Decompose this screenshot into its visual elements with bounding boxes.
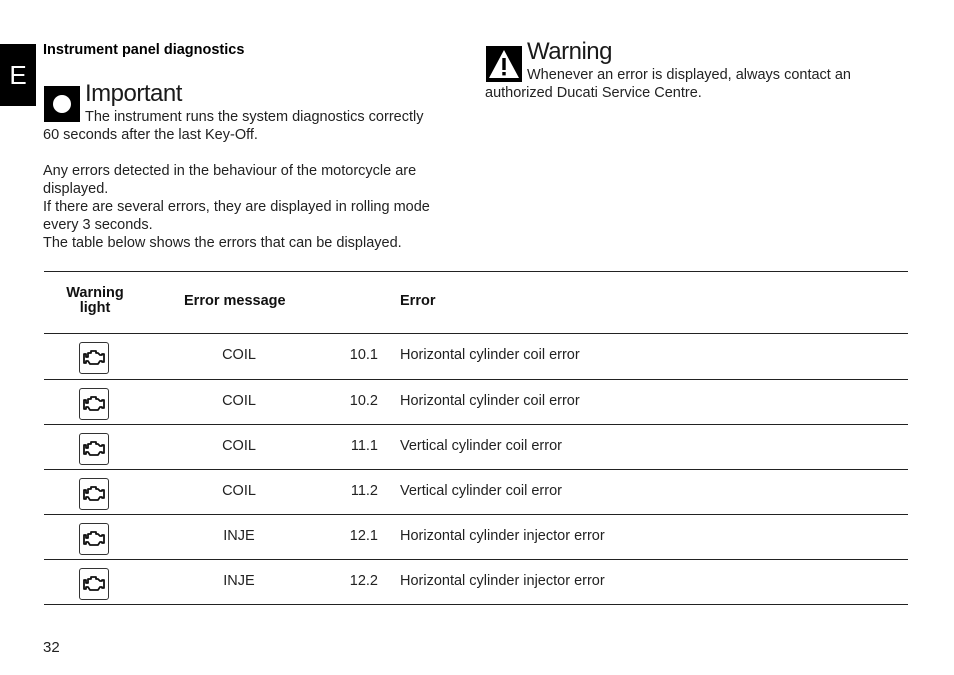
header-warning-light-line1: Warning	[66, 285, 124, 301]
error-code-cell: 11.2	[350, 483, 378, 499]
error-code-cell: 12.2	[349, 573, 378, 589]
table-row	[44, 515, 908, 560]
header-warning-light-line2: light	[79, 300, 111, 316]
paragraph-errors-detected	[43, 162, 473, 252]
important-text-line2: 60 seconds after the last Key-Off.	[43, 127, 258, 143]
error-description-cell: Vertical cylinder coil error	[400, 483, 562, 499]
error-code-cell: 10.2	[349, 393, 378, 409]
table-row	[44, 334, 908, 380]
paragraph-line: The table below shows the errors that can be displayed.	[43, 235, 402, 251]
error-message-cell: COIL	[222, 483, 256, 499]
paragraph-line: displayed.	[43, 181, 109, 197]
error-code-cell: 11.1	[350, 438, 378, 454]
table-row	[44, 425, 908, 470]
warning-title: Warning	[527, 38, 612, 65]
paragraph-line: every 3 seconds.	[43, 217, 153, 233]
error-table	[44, 271, 908, 605]
header-error: Error	[400, 293, 436, 309]
table-header	[44, 272, 908, 334]
error-description-cell: Horizontal cylinder coil error	[400, 393, 580, 409]
engine-warning-icon	[79, 478, 109, 510]
engine-warning-icon	[79, 388, 109, 420]
error-message-cell: COIL	[222, 393, 256, 409]
important-text-line1: The instrument runs the system diagnostics correctly	[85, 109, 424, 125]
header-error-message: Error message	[184, 293, 286, 309]
error-code-cell: 10.1	[349, 347, 378, 363]
header-warning-light	[54, 286, 136, 316]
table-row	[44, 560, 908, 605]
warning-text-line1: Whenever an error is displayed, always contact an	[527, 67, 851, 83]
error-message-cell: COIL	[222, 438, 256, 454]
table-row	[44, 470, 908, 515]
page-number: 32	[43, 639, 60, 656]
error-code-cell: 12.1	[349, 528, 378, 544]
important-title: Important	[85, 80, 182, 107]
engine-warning-icon	[79, 568, 109, 600]
error-description-cell: Horizontal cylinder injector error	[400, 573, 605, 589]
engine-warning-icon	[79, 342, 109, 374]
language-tab: E	[0, 44, 36, 106]
table-row	[44, 380, 908, 425]
engine-warning-icon	[79, 523, 109, 555]
error-description-cell: Vertical cylinder coil error	[400, 438, 562, 454]
section-title: Instrument panel diagnostics	[43, 42, 245, 58]
error-description-cell: Horizontal cylinder coil error	[400, 347, 580, 363]
paragraph-line: Any errors detected in the behaviour of the motorcycle are	[43, 163, 417, 179]
error-message-cell: INJE	[223, 528, 255, 544]
engine-warning-icon	[79, 433, 109, 465]
error-description-cell: Horizontal cylinder injector error	[400, 528, 605, 544]
warning-text-line2: authorized Ducati Service Centre.	[485, 85, 702, 101]
important-icon	[44, 86, 80, 122]
error-message-cell: INJE	[223, 573, 255, 589]
paragraph-line: If there are several errors, they are displayed in rolling mode	[43, 199, 430, 215]
error-message-cell: COIL	[222, 347, 256, 363]
warning-icon	[486, 46, 522, 82]
